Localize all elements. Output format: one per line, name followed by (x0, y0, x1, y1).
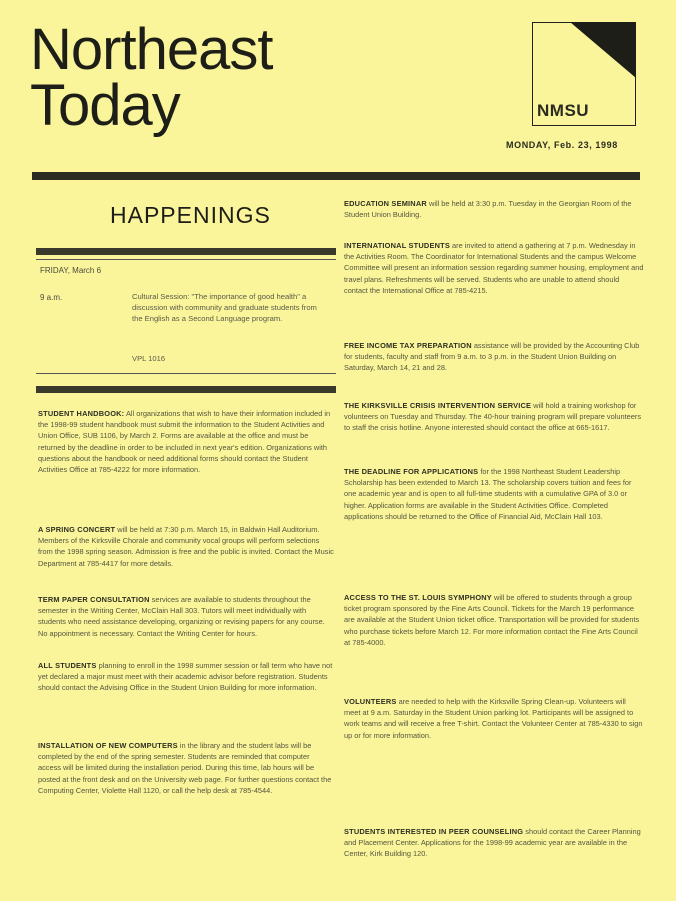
logo-text: NMSU (537, 101, 590, 120)
item-lead: THE KIRKSVILLE CRISIS INTERVENTION SERVICE (344, 401, 532, 410)
item-lead: ALL STUDENTS (38, 661, 97, 670)
item-text: are invited to attend a gathering at 7 p.m. Wednesday in the Activities Room. The Coordinator for International Students and the campus Welcome Committee will present an information session regarding summer housing, employment and travel plans. Refreshments will be served. Students who are unable to attend should contact the International Office at 785-4215. (344, 241, 644, 295)
list-item (38, 740, 334, 890)
masthead-title (30, 17, 273, 138)
item-lead: INTERNATIONAL STUDENTS (344, 241, 450, 250)
schedule-event: Cultural Session: "The importance of good health" a discussion with community and graduate students from the English as a Second Language program. (132, 292, 317, 323)
item-text: for the 1998 Northeast Student Leadership Scholarship has been extended to March 13. The scholarship covers tuition and fees for one academic year and is open to all full-time students with a cumulative GPA of 3.0 or higher. Application forms are available in the Student Activities Office. Completed applications should be returned to the Office of Financial Aid, McClain Hall 103. (344, 467, 632, 521)
item-lead: ACCESS TO THE ST. LOUIS SYMPHONY (344, 593, 492, 602)
list-item (38, 408, 334, 512)
item-text: will be held at 3:30 p.m. Tuesday in the Georgian Room of the Student Union Building. (344, 199, 632, 220)
item-lead: VOLUNTEERS (344, 697, 397, 706)
item-text: will be held at 7:30 p.m. March 15, in Baldwin Hall Auditorium. Members of the Kirksville Chorale and community vocal groups will perform selections from the 1998 spring season. Admission is free and the public is invited. Contact the Music Department at 785-4417 for more details. (38, 525, 334, 568)
schedule-end-thick-rule (36, 386, 336, 393)
list-item (344, 240, 644, 324)
item-lead: INSTALLATION OF NEW COMPUTERS (38, 741, 178, 750)
list-item (344, 340, 644, 386)
item-lead: FREE INCOME TAX PREPARATION (344, 341, 472, 350)
masthead-title-line2: Today (30, 73, 180, 138)
item-text: assistance will be provided by the Accounting Club for students, faculty and staff from 9 a.m. to 3 p.m. in the Student Union Building on Saturday, March 14, 21 and 28. (344, 341, 640, 373)
list-item (38, 524, 334, 584)
item-lead: STUDENT HANDBOOK: (38, 409, 125, 418)
item-text: are needed to help with the Kirksville Spring Clean-up. Volunteers will meet at 9 a.m. Saturday in the Student Union parking lot. Participants will be assigned to work teams and will receive a free T-shirt. Contact the Volunteer Center at 785-4330 to sign up or for more information. (344, 697, 643, 740)
schedule-time: 9 a.m. (40, 293, 63, 302)
item-lead: TERM PAPER CONSULTATION (38, 595, 150, 604)
issue-date: MONDAY, Feb. 23, 1998 (506, 140, 618, 150)
list-item (344, 696, 644, 812)
item-text: will be offered to students through a group ticket program sponsored by the Fine Arts Council. Tickets for the March 19 performance are available at the Student Union ticket office. Transportation will be provided for students who purchase tickets before March 12. For more information contact the Fine Arts Council at 785-4000. (344, 593, 640, 647)
masthead-title-line1: Northeast (30, 17, 273, 82)
list-item (344, 400, 644, 450)
item-text: will hold a training workshop for volunteers on Tuesday and Thursday. The 40-hour training program will prepare volunteers to staff the crisis hotline. Anyone interested should contact the office at 665-1617. (344, 401, 642, 433)
item-lead: EDUCATION SEMINAR (344, 199, 427, 208)
logo-corner-triangle-icon (570, 22, 636, 78)
section-thin-rule (36, 259, 336, 260)
item-lead: STUDENTS INTERESTED IN PEER COUNSELING (344, 827, 524, 836)
schedule-room: VPL 1016 (132, 354, 166, 363)
list-item (344, 466, 644, 582)
item-text: services are available to students throughout the semester in the Writing Center, McClain Hall 303. Tutors will meet individually with students who need assistance developing, organizing or revising papers for any course. No appointment is necessary. Contact the Writing Center for hours. (38, 595, 325, 638)
list-item (38, 660, 334, 720)
item-text: in the library and the student labs will be completed by the end of the spring semester. Students are reminded that computer access will be limited during the installation period. During this time, lab hours will be posted at the front desk and on the University web page. For further questions contact the Computing Center, Violette Hall 1120, or call the help desk at 785-4544. (38, 741, 332, 795)
item-lead: A SPRING CONCERT (38, 525, 116, 534)
schedule-end-rule (36, 373, 336, 374)
item-text: should contact the Career Planning and Placement Center. Applications for the 1998-99 academic year are available in the Center, Kirk Building 120. (344, 827, 641, 859)
item-lead: THE DEADLINE FOR APPLICATIONS (344, 467, 479, 476)
masthead-rule (32, 172, 640, 180)
item-text: planning to enroll in the 1998 summer session or fall term who have not yet declared a major must meet with their academic advisor before registration. Students should contact the Advising Office in the Student Union Building for more information. (38, 661, 333, 693)
list-item (344, 198, 644, 222)
list-item (344, 826, 644, 886)
item-text: All organizations that wish to have their information included in the 1998-99 student handbook must submit the information to the Student Activities and Union Office, SUB 1106, by March 2. Forms are available at the office and must be returned by the deadline in order to be included in next year's edition. Organizations with questions about the handbook or need additional forms should contact the Student Activities Office at 785-4222 for more information. (38, 409, 331, 475)
section-title: HAPPENINGS (110, 202, 271, 228)
schedule-day: FRIDAY, March 6 (40, 266, 102, 275)
list-item (38, 594, 334, 654)
nmsu-logo (532, 22, 636, 126)
list-item (344, 592, 644, 686)
section-rule (36, 248, 336, 255)
